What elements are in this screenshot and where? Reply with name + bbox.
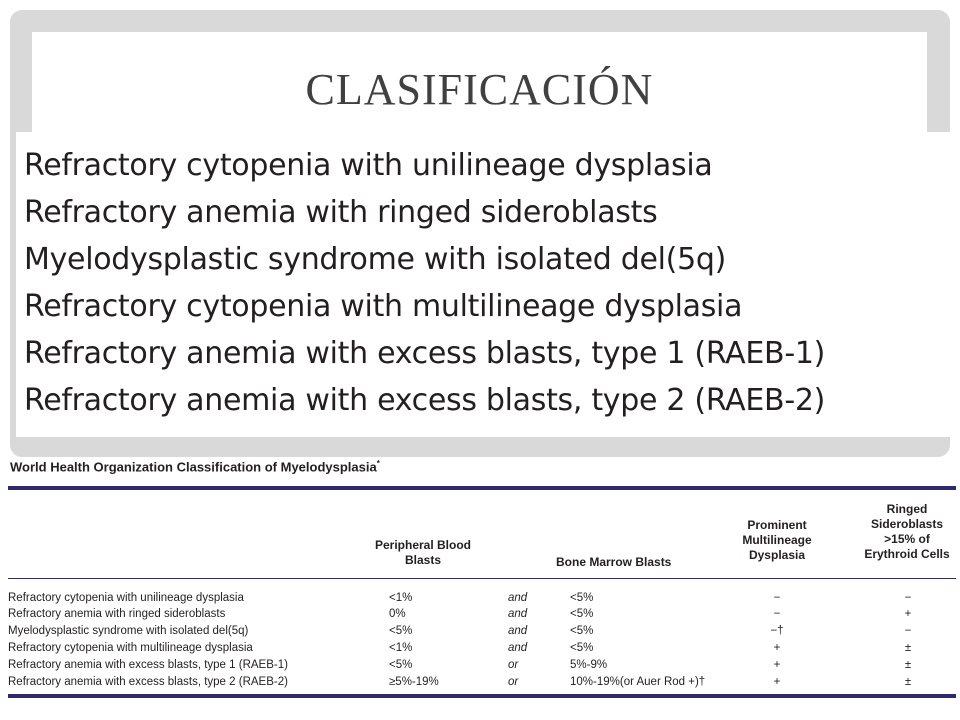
- slide-title: CLASIFICACIÓN: [305, 65, 654, 114]
- cell-marrow-blasts: 5%-9%: [570, 659, 608, 671]
- table-rule-bottom: [8, 694, 956, 698]
- cell-peripheral-blasts: <1%: [389, 592, 413, 604]
- cell-ringed-sideroblasts: +: [904, 608, 912, 620]
- cell-subtype: Refractory cytopenia with unilineage dysplasia: [8, 592, 244, 604]
- table-row: [8, 623, 956, 639]
- table-rule-top: [8, 486, 956, 490]
- cell-subtype: Refractory anemia with ringed sideroblasts: [8, 608, 226, 620]
- cell-ringed-sideroblasts: ±: [904, 676, 912, 688]
- table-row: [8, 657, 956, 673]
- cell-marrow-blasts: <5%: [570, 608, 594, 620]
- table-title-text: World Health Organization Classification of Myelodysplasia: [10, 459, 377, 475]
- cell-dysplasia: +: [773, 659, 781, 671]
- header-bone-marrow-blasts: Bone Marrow Blasts: [556, 555, 672, 569]
- cell-conjunction: and: [508, 608, 528, 620]
- cell-marrow-blasts: <5%: [570, 642, 594, 654]
- cell-subtype: Refractory cytopenia with multilineage dysplasia: [8, 642, 253, 654]
- table-title: [10, 459, 380, 474]
- list-item: Refractory cytopenia with multilineage dysplasia: [24, 289, 743, 324]
- cell-ringed-sideroblasts: ±: [904, 642, 912, 654]
- cell-peripheral-blasts: <5%: [389, 659, 413, 671]
- cell-dysplasia: +: [773, 676, 781, 688]
- cell-marrow-blasts: <5%: [570, 625, 594, 637]
- cell-dysplasia: −: [773, 608, 781, 620]
- cell-subtype: Refractory anemia with excess blasts, type 1 (RAEB-1): [8, 659, 288, 671]
- table-row: [8, 606, 956, 622]
- cell-conjunction: and: [508, 625, 528, 637]
- list-item: Refractory anemia with excess blasts, type 2 (RAEB-2): [24, 383, 826, 418]
- cell-peripheral-blasts: 0%: [389, 608, 406, 620]
- cell-conjunction: and: [508, 592, 528, 604]
- list-item: Myelodysplastic syndrome with isolated del(5q): [24, 242, 727, 277]
- cell-dysplasia: +: [773, 642, 781, 654]
- cell-peripheral-blasts: <5%: [389, 625, 413, 637]
- table-row: [8, 674, 956, 690]
- cell-conjunction: or: [508, 659, 519, 671]
- cell-subtype: Refractory anemia with excess blasts, type 2 (RAEB-2): [8, 676, 288, 688]
- cell-peripheral-blasts: <1%: [389, 642, 413, 654]
- list-item: Refractory anemia with excess blasts, type 1 (RAEB-1): [24, 336, 826, 371]
- list-item: Refractory anemia with ringed sideroblasts: [24, 195, 658, 230]
- cell-marrow-blasts: <5%: [570, 592, 594, 604]
- cell-conjunction: and: [508, 642, 528, 654]
- cell-marrow-blasts: 10%-19%(or Auer Rod +)†: [570, 676, 706, 688]
- cell-conjunction: or: [508, 676, 519, 688]
- header-ringed-sideroblasts: Ringed Sideroblasts >15% of Erythroid Cells: [864, 502, 950, 561]
- cell-ringed-sideroblasts: −: [904, 592, 912, 604]
- cell-peripheral-blasts: ≥5%-19%: [389, 676, 439, 688]
- cell-dysplasia: −†: [770, 625, 784, 637]
- table-row: [8, 640, 956, 656]
- header-multilineage-dysplasia: Prominent Multilineage Dysplasia: [742, 518, 812, 562]
- header-peripheral-blood-blasts: Peripheral Blood Blasts: [374, 538, 472, 567]
- cell-dysplasia: −: [773, 592, 781, 604]
- table-rule-header: [8, 578, 956, 579]
- cell-ringed-sideroblasts: −: [904, 625, 912, 637]
- cell-subtype: Myelodysplastic syndrome with isolated del(5q): [8, 625, 249, 637]
- list-item: Refractory cytopenia with unilineage dysplasia: [24, 148, 713, 183]
- cell-ringed-sideroblasts: ±: [904, 659, 912, 671]
- table-row: [8, 590, 956, 606]
- footnote-mark: *: [376, 459, 380, 468]
- classification-list: [16, 132, 950, 437]
